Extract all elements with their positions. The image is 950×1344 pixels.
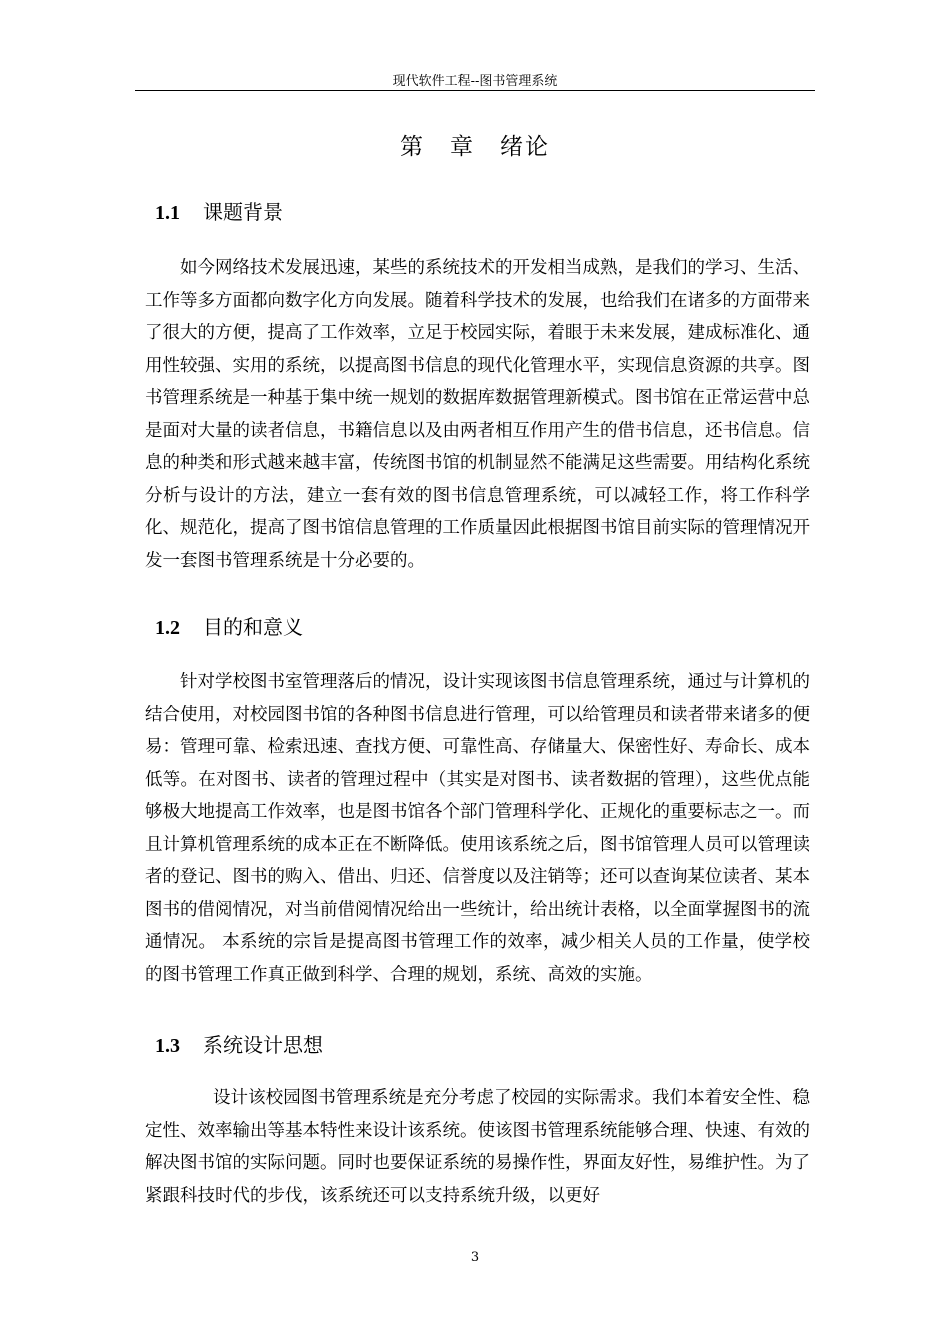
section-title: 系统设计思想 — [203, 1033, 323, 1057]
paragraph-design-idea: 设计该校园图书管理系统是充分考虑了校园的实际需求。我们本着安全性、稳定性、效率输出等基本特性来设计该系统。使该图书管理系统能够合理、快速、有效的解决图书馆的实际问题。同时也要保证系统的易操作性，界面友好性，易维护性。为了紧跟科技时代的步伐，该系统还可以支持系统升级，以更好 — [145, 1088, 810, 1206]
page-number: 3 — [470, 1250, 480, 1265]
paragraph-background: 如今网络技术发展迅速，某些的系统技术的开发相当成熟，是我们的学习、生活、工作等多方面都向数字化方向发展。随着科学技术的发展，也给我们在诸多的方面带来了很大的方便，提高了工作效率，立足于校园实际，着眼于未来发展，建成标准化、通用性较强、实用的系统，以提高图书信息的现代化管理水平，实现信息资源的共享。图书管理系统是一种基于集中统一规划的数据库数据管理新模式。图书馆在正常运营中总是面对大量的读者信息，书籍信息以及由两者相互作用产生的借书信息，还书信息。信息的种类和形式越来越丰富，传统图书馆的机制显然不能满足这些需要。用结构化系统分析与设计的方法，建立一套有效的图书信息管理系统，可以减轻工作，将工作科学化、规范化，提高了图书馆信息管理的工作质量因此根据图书馆目前实际的管理情况开发一套图书管理系统是十分必要的。 — [145, 258, 810, 571]
paragraph-purpose: 针对学校图书室管理落后的情况，设计实现该图书信息管理系统，通过与计算机的结合使用，对校园图书馆的各种图书信息进行管理，可以给管理员和读者带来诸多的便易：管理可靠、检索迅速、查找方便、可靠性高、存储量大、保密性好、寿命长、成本低等。在对图书、读者的管理过程中（其实是对图书、读者数据的管理），这些优点能够极大地提高工作效率，也是图书馆各个部门管理科学化、正规化的重要标志之一。而且计算机管理系统的成本正在不断降低。使用该系统之后，图书馆管理人员可以管理读者的登记、图书的购入、借出、归还、信誉度以及注销等；还可以查询某位读者、某本图书的借阅情况，对当前借阅情况给出一些统计，给出统计表格，以全面掌握图书的流通情况。 本系统的宗旨是提高图书管理工作的效率，减少相关人员的工作量，使学校的图书管理工作真正做到科学、合理的规划，系统、高效的实施。 — [145, 672, 810, 985]
chapter-title: 第 章 绪论 — [400, 134, 550, 160]
section-heading-1-3 — [155, 1031, 323, 1060]
section-number: 1.3 — [155, 1035, 180, 1057]
section-title: 目的和意义 — [203, 615, 303, 639]
header-rule — [135, 90, 815, 91]
section-heading-1-2 — [155, 613, 303, 642]
section-number: 1.1 — [155, 202, 180, 224]
running-header: 现代软件工程--图书管理系统 — [392, 74, 558, 89]
section-number: 1.2 — [155, 617, 180, 639]
section-title: 课题背景 — [203, 200, 283, 224]
section-heading-1-1 — [155, 198, 283, 227]
